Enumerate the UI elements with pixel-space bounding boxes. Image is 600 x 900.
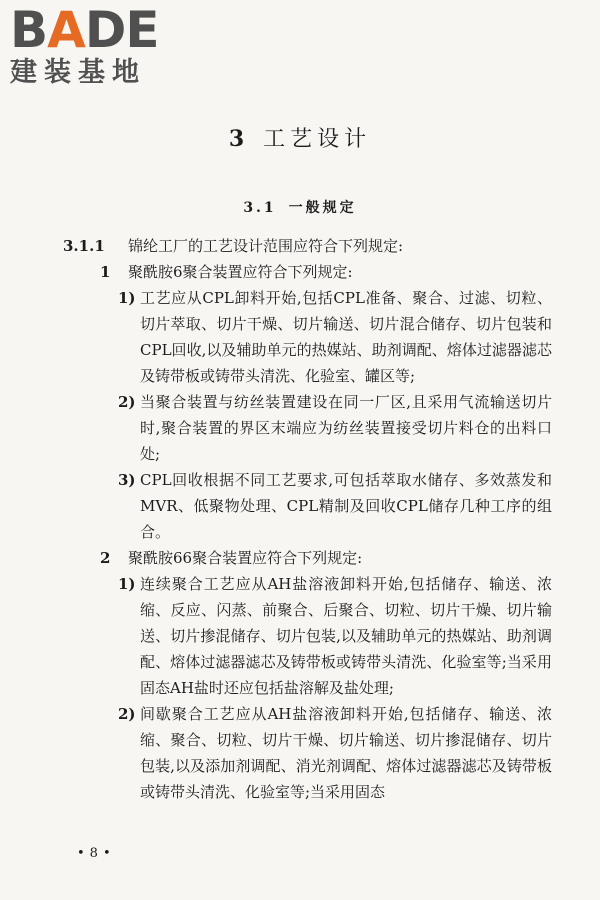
chapter-heading [0,124,600,155]
chapter-title: 工艺设计 [263,127,372,152]
page-number-bullet-right: • [102,846,111,861]
subitem-paragraph [0,571,552,701]
subitem-paragraph [0,701,552,805]
subitem-text: 当聚合装置与纺丝装置建设在同一厂区,且采用气流输送切片时,聚合装置的界区末端应为纺丝装置接受切片料仓的出料口处; [140,393,552,463]
clause-paragraph [0,233,600,259]
chapter-number: 3 [228,126,250,152]
body-text [0,233,600,805]
item-text: 聚酰胺6聚合装置应符合下列规定: [128,263,353,281]
logo-letters-tail: DE [84,1,159,59]
subitem-number: 1) [118,289,136,307]
item-paragraph [0,545,600,571]
subitem-paragraph [0,467,552,545]
subitem-paragraph [0,285,552,389]
subitem-text: 工艺应从CPL卸料开始,包括CPL准备、聚合、过滤、切粒、切片萃取、切片干燥、切片输送、切片混合储存、切片包装和CPL回收,以及辅助单元的热媒站、助剂调配、熔体过滤器滤芯及铸带板或铸带头清洗、化验室、罐区等; [140,289,552,385]
subitem-paragraph [0,389,552,467]
subitem-number: 3) [118,471,136,489]
page-number-bullet-left: • [77,846,85,861]
subitem-number: 2) [118,393,136,411]
subitem-text: 间歇聚合工艺应从AH盐溶液卸料开始,包括储存、输送、浓缩、聚合、切粒、切片干燥、切片输送、切片掺混储存、切片包装,以及添加剂调配、消光剂调配、熔体过滤器滤芯及铸带板或铸带头清洗、化验室等;当采用固态 [140,705,552,801]
page-number [72,845,116,863]
clause-text: 锦纶工厂的工艺设计范围应符合下列规定: [128,237,404,255]
logo-subtitle: 建装基地 [10,57,146,88]
subitem-number: 1) [118,575,136,593]
subitem-text: CPL回收根据不同工艺要求,可包括萃取水储存、多效蒸发和MVR、低聚物处理、CPL精制及回收CPL储存几种工序的组合。 [140,471,552,541]
section-number: 3.1 [243,200,277,216]
logo-accent-letter: A [47,1,85,59]
section-title: 一般规定 [288,200,357,216]
logo-wordmark [10,1,180,59]
item-text: 聚酰胺66聚合装置应符合下列规定: [128,549,363,567]
clause-number: 3.1.1 [63,237,105,255]
item-number: 2 [100,549,111,567]
logo-letters-head: B [10,1,48,59]
page-number-value: 8 [89,846,98,861]
brand-logo [10,1,180,88]
section-heading [0,198,600,218]
item-number: 1 [100,263,111,281]
item-paragraph [0,259,600,285]
subitem-text: 连续聚合工艺应从AH盐溶液卸料开始,包括储存、输送、浓缩、反应、闪蒸、前聚合、后聚合、切粒、切片干燥、切片输送、切片掺混储存、切片包装,以及辅助单元的热媒站、助剂调配、熔体过滤器滤芯及铸带板或铸带头清洗、化验室等;当采用固态AH盐时还应包括盐溶解及盐处理; [140,575,552,697]
subitem-number: 2) [118,705,136,723]
